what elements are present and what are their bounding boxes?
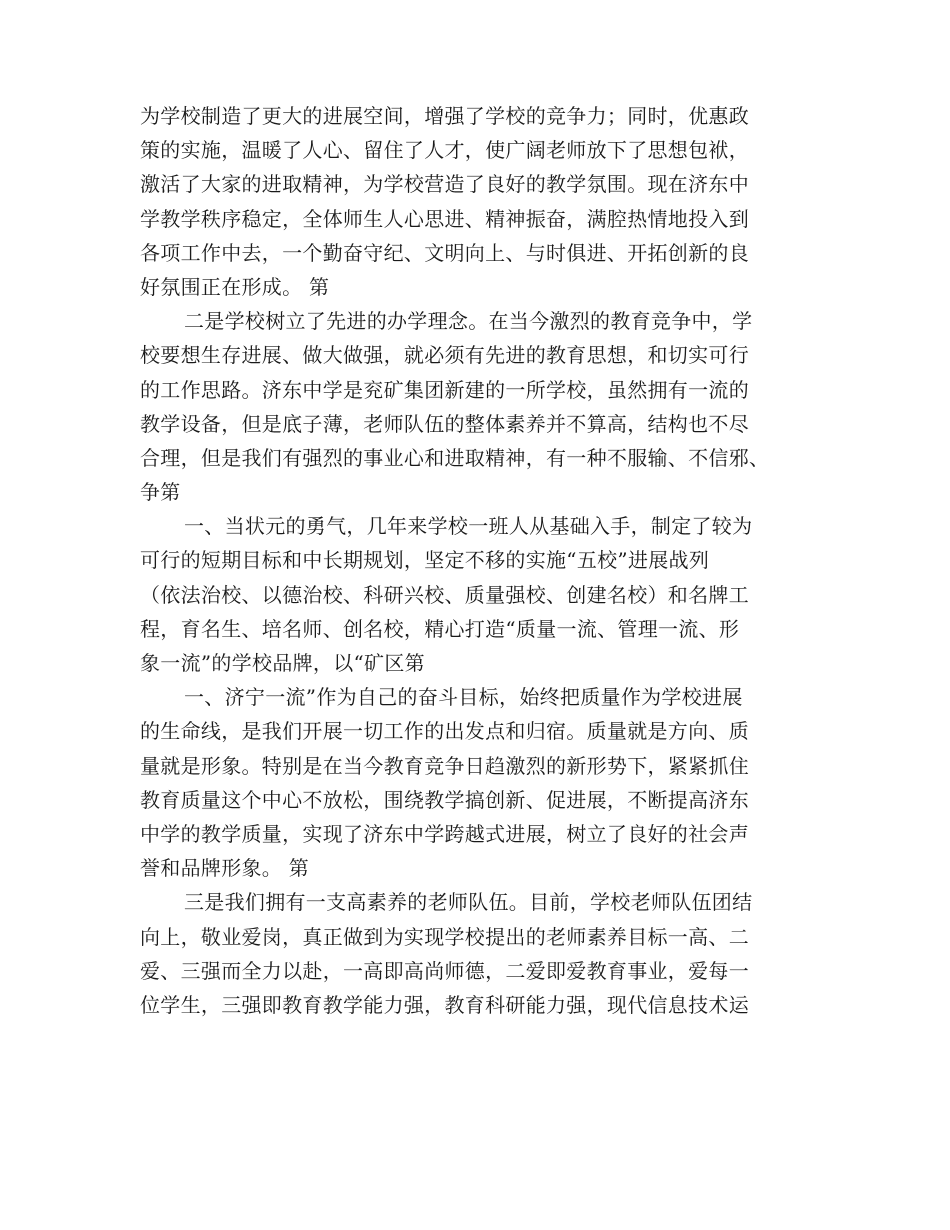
text-line: 位学生，三强即教育教学能力强，教育科研能力强，现代信息技术运 [140, 992, 749, 1017]
text-line: 爱、三强而全力以赴，一高即高尚师德，二爱即爱教育事业，爱每一 [140, 958, 749, 983]
text-line: 学教学秩序稳定，全体师生人心思进、精神振奋，满腔热情地投入到 [140, 206, 749, 231]
text-line: 教学设备，但是底子薄，老师队伍的整体素养并不算高，结构也不尽 [140, 411, 749, 436]
text-line: 向上，敬业爱岗，真正做到为实现学校提出的老师素养目标一高、二 [140, 924, 749, 949]
text-line: 好氛围正在形成。 第 [140, 274, 330, 299]
text-line: 激活了大家的进取精神，为学校营造了良好的教学氛围。现在济东中 [140, 172, 749, 197]
text-line: 二是学校树立了先进的办学理念。在当今激烈的教育竞争中，学 [184, 309, 753, 334]
text-line: 策的实施，温暖了人心、留住了人才，使广阔老师放下了思想包袱， [140, 138, 749, 163]
text-line: （依法治校、以德治校、科研兴校、质量强校、创建名校）和名牌工 [140, 582, 749, 607]
text-line: 的生命线，是我们开展一切工作的出发点和归宿。质量就是方向、质 [140, 719, 749, 744]
text-line: 中学的教学质量，实现了济东中学跨越式进展，树立了良好的社会声 [140, 821, 749, 846]
text-line: 为学校制造了更大的进展空间，增强了学校的竞争力；同时，优惠政 [140, 104, 749, 128]
text-line: 量就是形象。特别是在当今教育竞争日趋激烈的新形势下，紧紧抓住 [140, 753, 749, 778]
text-line: 争第 [140, 480, 181, 505]
text-line: 誉和品牌形象。 第 [140, 856, 310, 881]
text-line: 教育质量这个中心不放松，围绕教学搞创新、促进展，不断提高济东 [140, 787, 749, 812]
text-line: 一、当状元的勇气，几年来学校一班人从基础入手，制定了较为 [184, 514, 753, 539]
text-line: 的工作思路。济东中学是兖矿集团新建的一所学校，虽然拥有一流的 [140, 377, 749, 402]
text-line: 程，育名生、培名师、创名校，精心打造“质量一流、管理一流、形 [140, 616, 740, 641]
text-line: 象一流”的学校品牌，以“矿区第 [140, 651, 425, 675]
text-line: 校要想生存进展、做大做强，就必须有先进的教育思想，和切实可行 [140, 343, 749, 368]
text-line: 合理，但是我们有强烈的事业心和进取精神，有一种不服输、不信邪、 [140, 445, 770, 470]
document-body [140, 99, 800, 1022]
text-line: 各项工作中去，一个勤奋守纪、文明向上、与时俱进、开拓创新的良 [140, 240, 749, 265]
text-line: 可行的短期目标和中长期规划，坚定不移的实施“五校”进展战列 [140, 548, 710, 573]
text-line: 一、济宁一流”作为自己的奋斗目标，始终把质量作为学校进展 [184, 685, 743, 710]
text-line: 三是我们拥有一支高素养的老师队伍。目前，学校老师队伍团结 [184, 890, 753, 915]
